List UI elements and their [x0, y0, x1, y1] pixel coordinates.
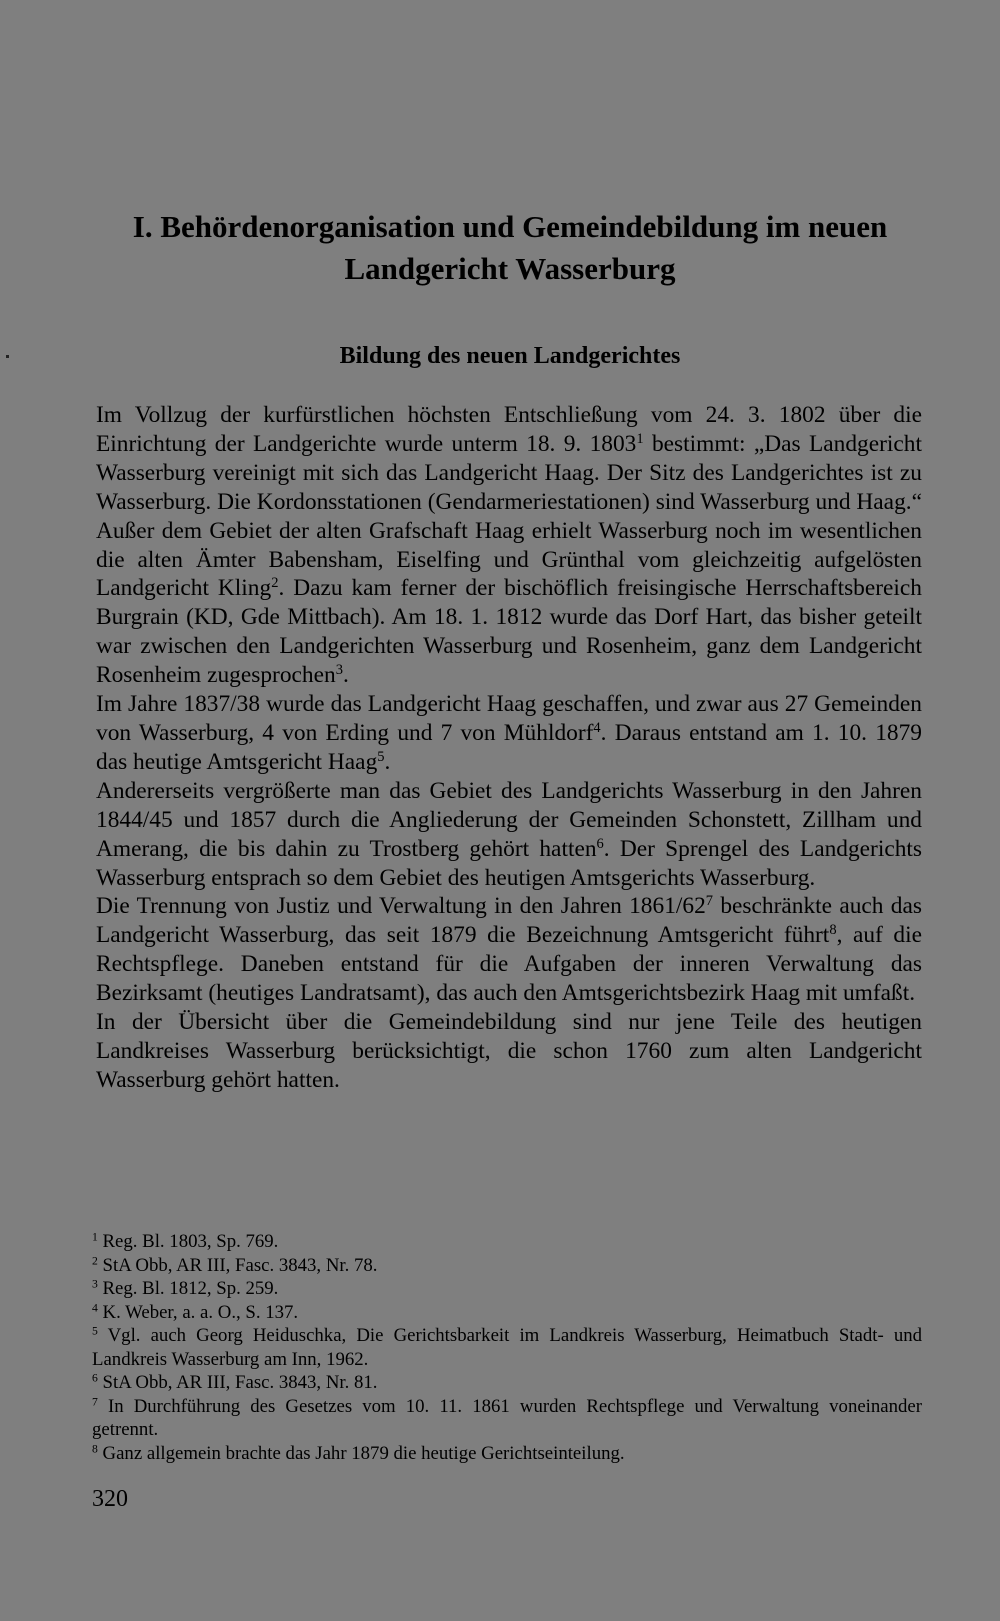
scan-speck [6, 355, 9, 358]
footnote-reference: 5 [377, 748, 385, 765]
footnote [92, 1442, 922, 1466]
footnote [92, 1230, 922, 1254]
footnote [92, 1371, 922, 1395]
section-heading: Bildung des neuen Landgerichtes [339, 343, 681, 369]
page-number: 320 [92, 1486, 128, 1512]
footnote [92, 1324, 922, 1371]
footnote-number: 6 [92, 1371, 98, 1385]
chapter-title: I. Behördenorganisation und Gemeindebildung im neuen Landgericht Wasserburg [132, 209, 888, 286]
paragraph-text: bestimmt: „Das Landgericht Wasserburg vereinigt mit sich das Landgericht Haag. Der Sitz des Landgerichtes ist zu Wasserburg. Die Kordonsstationen (Gendarmeriestationen) sind Wasserburg und Haag.“ Außer dem Gebiet der alten Grafschaft Haag erhielt Wasserburg noch im wesentlichen die alten Ämter Babensham, Eiselfing und Grünthal vom gleichzeitig aufgelösten Landgericht Kling [96, 430, 922, 602]
footnote-text: StA Obb, AR III, Fasc. 3843, Nr. 81. [102, 1372, 378, 1393]
footnote [92, 1395, 922, 1442]
paragraph-text: Andererseits vergrößerte man das Gebiet des Landgerichts Wasserburg in den Jahren 1844/45 und 1857 durch die Angliederung der Gemeinden Schonstett, Zillham und Amerang, die bis dahin zu Trostberg gehört hatten [96, 777, 922, 862]
footnote-number: 4 [92, 1301, 98, 1315]
paragraph-text: In der Übersicht über die Gemeindebildung sind nur jene Teile des heutigen Landkreises Wasserburg berücksichtigt, die schon 1760 zum alten Landgericht Wasserburg gehört hatten. [96, 1009, 922, 1093]
footnote-text: Reg. Bl. 1812, Sp. 259. [102, 1278, 279, 1299]
footnote-text: K. Weber, a. a. O., S. 137. [102, 1301, 299, 1323]
paragraph-text: , auf die Rechtspflege. Daneben entstand für die Aufgaben der inneren Verwaltung das Bezirksamt (heutiges Landratsamt), das auch den Amtsgerichtsbezirk Haag mit umfaßt. [96, 922, 922, 1007]
footnote-number: 2 [92, 1254, 98, 1268]
paragraph [96, 777, 922, 893]
paragraph [96, 690, 922, 777]
footnote-reference: 8 [829, 922, 837, 939]
footnote-reference: 6 [596, 835, 604, 852]
paragraph-text: . [342, 662, 349, 689]
paragraph-text: . Daraus entstand am 1. 10. 1879 das heutige Amtsgericht Haag [96, 719, 922, 775]
footnote [92, 1254, 922, 1278]
paragraph-text: beschränkte auch das Landgericht Wasserburg, das seit 1879 die Bezeichnung Amtsgericht führt [96, 893, 922, 949]
paragraph-text: Im Vollzug der kurfürstlichen höchsten Entschließung vom 24. 3. 1802 über die Einrichtung der Landgerichte wurde unterm 18. 9. 1803 [96, 402, 922, 457]
footnote-reference: 1 [636, 430, 644, 447]
paragraph-text: Im Jahre 1837/38 wurde das Landgericht Haag geschaffen, und zwar aus 27 Gemeinden von Wasserburg, 4 von Erding und 7 von Mühldorf [96, 691, 922, 746]
paragraph [96, 401, 922, 690]
paragraph-text: . Der Sprengel des Landgerichts Wasserburg entsprach so dem Gebiet des heutigen Amtsgerichts Wasserburg. [96, 835, 923, 891]
footnote-number: 3 [92, 1277, 98, 1291]
paragraph-text: . [384, 748, 391, 775]
paragraph-text: Die Trennung von Justiz und Verwaltung in den Jahren 1861/62 [96, 893, 706, 920]
footnote-reference: 4 [593, 720, 601, 736]
footnote-reference: 3 [335, 662, 343, 679]
footnotes [92, 1230, 922, 1465]
footnote-reference: 2 [271, 575, 279, 592]
body-text [96, 401, 922, 1095]
footnote [92, 1301, 922, 1325]
footnote-text: Ganz allgemein brachte das Jahr 1879 die heutige Gerichtseinteilung. [102, 1442, 625, 1464]
footnote-text: Reg. Bl. 1803, Sp. 769. [102, 1231, 279, 1252]
footnote-text: In Durchführung des Gesetzes vom 10. 11. 1861 wurden Rechtspflege und Verwaltung voneinander getrennt. [92, 1395, 922, 1440]
footnote-text: StA Obb, AR III, Fasc. 3843, Nr. 78. [102, 1254, 378, 1276]
footnote-reference: 7 [705, 893, 714, 910]
footnote-text: Vgl. auch Georg Heiduschka, Die Gerichtsbarkeit im Landkreis Wasserburg, Heimatbuch Stadt- und Landkreis Wasserburg am Inn, 1962. [92, 1325, 922, 1370]
footnote-number: 5 [92, 1324, 98, 1338]
footnote-number: 8 [92, 1442, 98, 1456]
footnote [92, 1277, 922, 1301]
paragraph [96, 1008, 922, 1095]
footnote-number: 1 [92, 1230, 98, 1244]
footnote-number: 7 [92, 1395, 98, 1409]
paragraph [96, 892, 922, 1008]
paragraph-text: . Dazu kam ferner der bischöflich freisingische Herrschaftsbereich Burgrain (KD, Gde Mittbach). Am 18. 1. 1812 wurde das Dorf Hart, das bisher geteilt war zwischen den Landgerichten Wasserburg und Rosenheim, ganz dem Landgericht Rosenheim zugesprochen [96, 575, 922, 689]
